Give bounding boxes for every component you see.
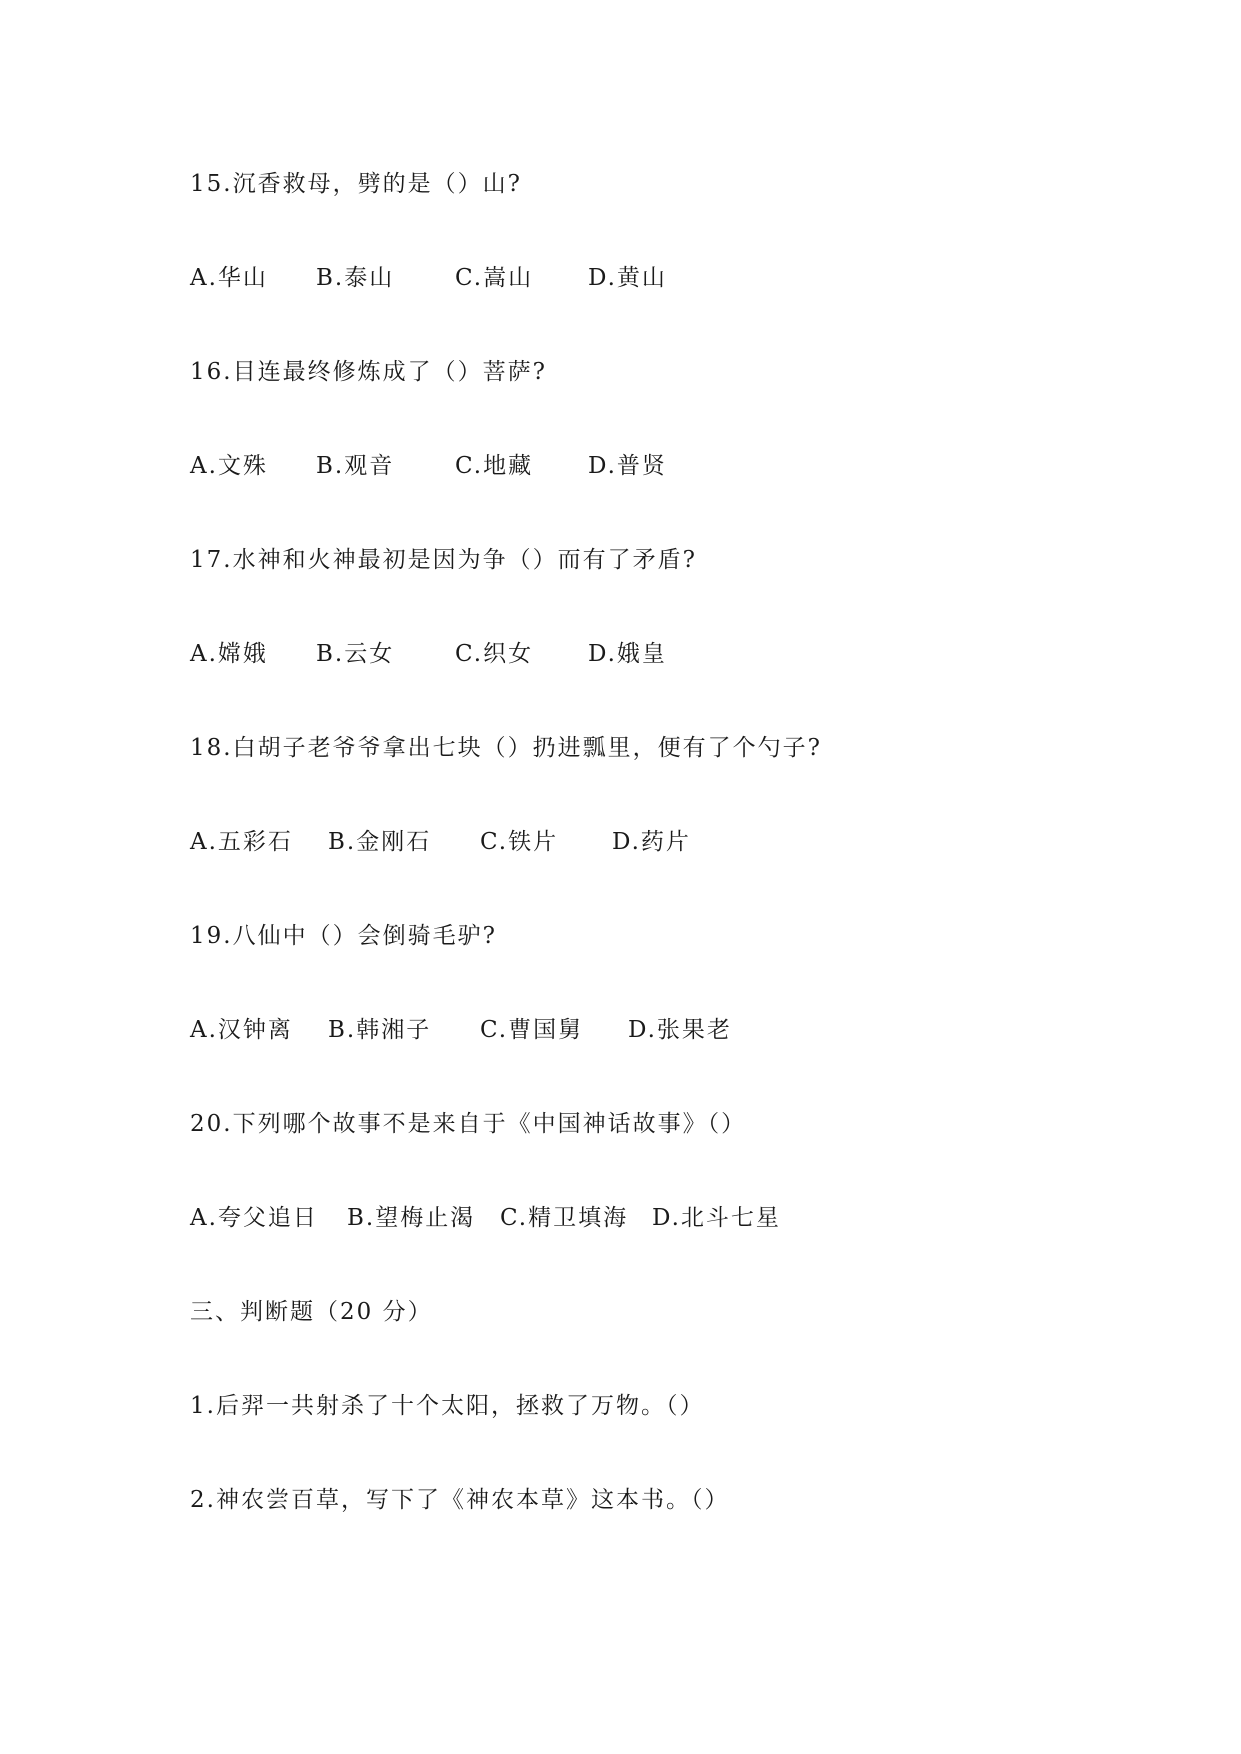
- option-c: C.铁片: [480, 829, 559, 855]
- question-20-options: [190, 1200, 840, 1236]
- section-heading: 三、判断题（20 分）: [190, 1299, 433, 1325]
- option-a: A.夸父追日: [190, 1205, 318, 1231]
- option-c: C.嵩山: [455, 265, 534, 291]
- question-15-options: [190, 260, 790, 296]
- option-a: A.文殊: [190, 453, 268, 479]
- option-d: D.张果老: [628, 1017, 732, 1043]
- question-15: 15.沉香救母，劈的是（）山?: [190, 171, 522, 197]
- question-18: 18.白胡子老爷爷拿出七块（）扔进瓢里，便有了个勺子?: [190, 735, 822, 761]
- option-d: D.药片: [612, 829, 691, 855]
- option-a: A.五彩石: [190, 829, 293, 855]
- question-20: 20.下列哪个故事不是来自于《中国神话故事》（）: [190, 1111, 747, 1137]
- option-c: C.织女: [455, 641, 534, 667]
- option-a: A.嫦娥: [190, 641, 268, 667]
- option-b: B.望梅止渴: [347, 1205, 476, 1231]
- option-b: B.金刚石: [328, 829, 432, 855]
- option-d: D.娥皇: [588, 641, 667, 667]
- option-b: B.韩湘子: [328, 1017, 432, 1043]
- option-b: B.观音: [316, 453, 395, 479]
- question-18-options: [190, 824, 840, 860]
- option-d: D.普贤: [588, 453, 667, 479]
- option-d: D.黄山: [588, 265, 667, 291]
- option-d: D.北斗七星: [652, 1205, 781, 1231]
- true-false-item-2: 2.神农尝百草，写下了《神农本草》这本书。（）: [190, 1487, 730, 1513]
- question-17-options: [190, 636, 790, 672]
- question-16-options: [190, 448, 790, 484]
- question-19: 19.八仙中（）会倒骑毛驴?: [190, 923, 497, 949]
- true-false-item-1: 1.后羿一共射杀了十个太阳，拯救了万物。（）: [190, 1393, 705, 1419]
- option-a: A.汉钟离: [190, 1017, 293, 1043]
- option-c: C.地藏: [455, 453, 534, 479]
- question-19-options: [190, 1012, 840, 1048]
- option-c: C.精卫填海: [500, 1205, 629, 1231]
- question-16: 16.目连最终修炼成了（）菩萨?: [190, 359, 547, 385]
- option-c: C.曹国舅: [480, 1017, 584, 1043]
- option-b: B.云女: [316, 641, 395, 667]
- option-b: B.泰山: [316, 265, 395, 291]
- option-a: A.华山: [190, 265, 268, 291]
- question-17: 17.水神和火神最初是因为争（）而有了矛盾?: [190, 547, 697, 573]
